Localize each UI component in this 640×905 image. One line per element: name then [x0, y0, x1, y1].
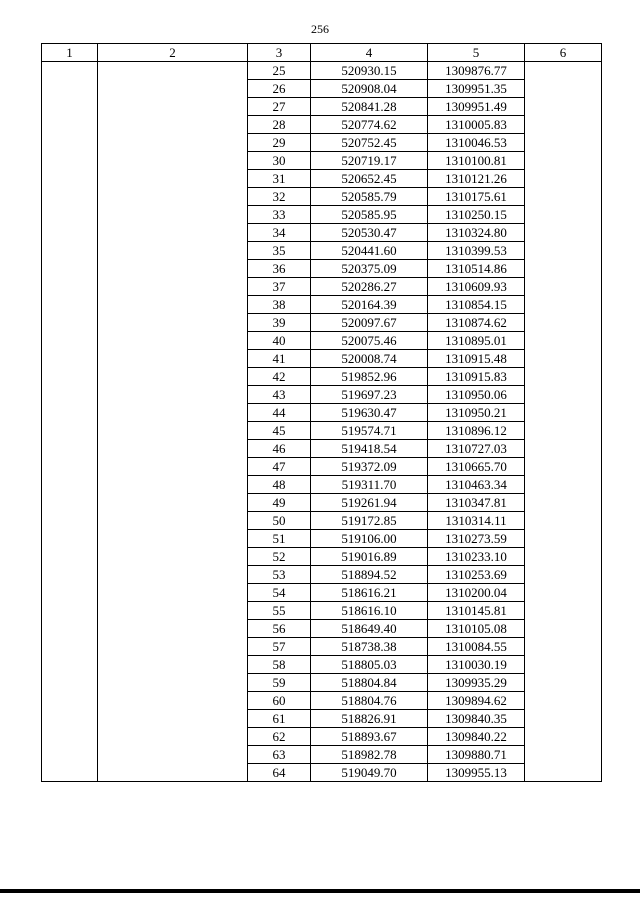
column-2-cell [98, 62, 248, 782]
point-number-cell: 30 [248, 152, 311, 170]
point-number-cell: 37 [248, 278, 311, 296]
x-coordinate-cell: 520652.45 [311, 170, 428, 188]
point-number-cell: 40 [248, 332, 311, 350]
x-coordinate-cell: 520774.62 [311, 116, 428, 134]
x-coordinate-cell: 520841.28 [311, 98, 428, 116]
point-number-cell: 28 [248, 116, 311, 134]
point-number-cell: 56 [248, 620, 311, 638]
x-coordinate-cell: 518616.10 [311, 602, 428, 620]
point-number-cell: 63 [248, 746, 311, 764]
point-number-cell: 32 [248, 188, 311, 206]
y-coordinate-cell: 1310030.19 [428, 656, 525, 674]
x-coordinate-cell: 519630.47 [311, 404, 428, 422]
y-coordinate-cell: 1310915.48 [428, 350, 525, 368]
x-coordinate-cell: 519372.09 [311, 458, 428, 476]
y-coordinate-cell: 1309880.71 [428, 746, 525, 764]
point-number-cell: 62 [248, 728, 311, 746]
point-number-cell: 59 [248, 674, 311, 692]
point-number-cell: 61 [248, 710, 311, 728]
x-coordinate-cell: 520375.09 [311, 260, 428, 278]
point-number-cell: 26 [248, 80, 311, 98]
y-coordinate-cell: 1310200.04 [428, 584, 525, 602]
point-number-cell: 31 [248, 170, 311, 188]
point-number-cell: 51 [248, 530, 311, 548]
y-coordinate-cell: 1310145.81 [428, 602, 525, 620]
y-coordinate-cell: 1309935.29 [428, 674, 525, 692]
point-number-cell: 58 [248, 656, 311, 674]
point-number-cell: 34 [248, 224, 311, 242]
point-number-cell: 27 [248, 98, 311, 116]
x-coordinate-cell: 519106.00 [311, 530, 428, 548]
y-coordinate-cell: 1310665.70 [428, 458, 525, 476]
y-coordinate-cell: 1310121.26 [428, 170, 525, 188]
y-coordinate-cell: 1310896.12 [428, 422, 525, 440]
y-coordinate-cell: 1310250.15 [428, 206, 525, 224]
y-coordinate-cell: 1310463.34 [428, 476, 525, 494]
y-coordinate-cell: 1310100.81 [428, 152, 525, 170]
point-number-cell: 43 [248, 386, 311, 404]
x-coordinate-cell: 520097.67 [311, 314, 428, 332]
x-coordinate-cell: 519049.70 [311, 764, 428, 782]
y-coordinate-cell: 1309951.35 [428, 80, 525, 98]
y-coordinate-cell: 1310399.53 [428, 242, 525, 260]
x-coordinate-cell: 519261.94 [311, 494, 428, 512]
y-coordinate-cell: 1309876.77 [428, 62, 525, 80]
x-coordinate-cell: 520530.47 [311, 224, 428, 242]
y-coordinate-cell: 1309840.22 [428, 728, 525, 746]
point-number-cell: 39 [248, 314, 311, 332]
x-coordinate-cell: 519574.71 [311, 422, 428, 440]
point-number-cell: 50 [248, 512, 311, 530]
x-coordinate-cell: 520930.15 [311, 62, 428, 80]
point-number-cell: 52 [248, 548, 311, 566]
column-header-1: 1 [42, 44, 98, 62]
y-coordinate-cell: 1310005.83 [428, 116, 525, 134]
point-number-cell: 38 [248, 296, 311, 314]
x-coordinate-cell: 518805.03 [311, 656, 428, 674]
y-coordinate-cell: 1310727.03 [428, 440, 525, 458]
x-coordinate-cell: 520286.27 [311, 278, 428, 296]
y-coordinate-cell: 1310324.80 [428, 224, 525, 242]
point-number-cell: 57 [248, 638, 311, 656]
point-number-cell: 45 [248, 422, 311, 440]
x-coordinate-cell: 518738.38 [311, 638, 428, 656]
x-coordinate-cell: 519697.23 [311, 386, 428, 404]
y-coordinate-cell: 1309955.13 [428, 764, 525, 782]
column-header-6: 6 [525, 44, 602, 62]
x-coordinate-cell: 520585.95 [311, 206, 428, 224]
y-coordinate-cell: 1310233.10 [428, 548, 525, 566]
table-body [42, 62, 602, 782]
y-coordinate-cell: 1310609.93 [428, 278, 525, 296]
point-number-cell: 54 [248, 584, 311, 602]
y-coordinate-cell: 1309840.35 [428, 710, 525, 728]
column-header-4: 4 [311, 44, 428, 62]
y-coordinate-cell: 1310854.15 [428, 296, 525, 314]
y-coordinate-cell: 1310314.11 [428, 512, 525, 530]
x-coordinate-cell: 518826.91 [311, 710, 428, 728]
y-coordinate-cell: 1310950.06 [428, 386, 525, 404]
bottom-rule [0, 889, 640, 893]
point-number-cell: 46 [248, 440, 311, 458]
point-number-cell: 47 [248, 458, 311, 476]
y-coordinate-cell: 1310175.61 [428, 188, 525, 206]
point-number-cell: 36 [248, 260, 311, 278]
point-number-cell: 29 [248, 134, 311, 152]
y-coordinate-cell: 1310874.62 [428, 314, 525, 332]
x-coordinate-cell: 518893.67 [311, 728, 428, 746]
y-coordinate-cell: 1310253.69 [428, 566, 525, 584]
x-coordinate-cell: 520008.74 [311, 350, 428, 368]
y-coordinate-cell: 1310915.83 [428, 368, 525, 386]
x-coordinate-cell: 519016.89 [311, 548, 428, 566]
coordinates-table [41, 43, 602, 782]
point-number-cell: 53 [248, 566, 311, 584]
x-coordinate-cell: 518982.78 [311, 746, 428, 764]
y-coordinate-cell: 1310895.01 [428, 332, 525, 350]
x-coordinate-cell: 519311.70 [311, 476, 428, 494]
x-coordinate-cell: 520585.79 [311, 188, 428, 206]
point-number-cell: 49 [248, 494, 311, 512]
point-number-cell: 41 [248, 350, 311, 368]
column-header-3: 3 [248, 44, 311, 62]
point-number-cell: 60 [248, 692, 311, 710]
point-number-cell: 42 [248, 368, 311, 386]
point-number-cell: 64 [248, 764, 311, 782]
point-number-cell: 25 [248, 62, 311, 80]
y-coordinate-cell: 1310347.81 [428, 494, 525, 512]
header-row [42, 44, 602, 62]
column-6-cell [525, 62, 602, 782]
x-coordinate-cell: 520164.39 [311, 296, 428, 314]
column-header-5: 5 [428, 44, 525, 62]
x-coordinate-cell: 519418.54 [311, 440, 428, 458]
table-row [42, 62, 602, 80]
x-coordinate-cell: 520752.45 [311, 134, 428, 152]
y-coordinate-cell: 1310105.08 [428, 620, 525, 638]
page-number: 256 [311, 22, 329, 36]
point-number-cell: 35 [248, 242, 311, 260]
y-coordinate-cell: 1309894.62 [428, 692, 525, 710]
x-coordinate-cell: 520719.17 [311, 152, 428, 170]
y-coordinate-cell: 1310084.55 [428, 638, 525, 656]
x-coordinate-cell: 520908.04 [311, 80, 428, 98]
x-coordinate-cell: 520075.46 [311, 332, 428, 350]
point-number-cell: 33 [248, 206, 311, 224]
x-coordinate-cell: 518894.52 [311, 566, 428, 584]
x-coordinate-cell: 519172.85 [311, 512, 428, 530]
point-number-cell: 44 [248, 404, 311, 422]
column-header-2: 2 [98, 44, 248, 62]
x-coordinate-cell: 518649.40 [311, 620, 428, 638]
x-coordinate-cell: 518804.76 [311, 692, 428, 710]
y-coordinate-cell: 1310273.59 [428, 530, 525, 548]
point-number-cell: 55 [248, 602, 311, 620]
point-number-cell: 48 [248, 476, 311, 494]
y-coordinate-cell: 1309951.49 [428, 98, 525, 116]
y-coordinate-cell: 1310046.53 [428, 134, 525, 152]
x-coordinate-cell: 519852.96 [311, 368, 428, 386]
x-coordinate-cell: 518804.84 [311, 674, 428, 692]
y-coordinate-cell: 1310514.86 [428, 260, 525, 278]
x-coordinate-cell: 520441.60 [311, 242, 428, 260]
y-coordinate-cell: 1310950.21 [428, 404, 525, 422]
x-coordinate-cell: 518616.21 [311, 584, 428, 602]
column-1-cell [42, 62, 98, 782]
